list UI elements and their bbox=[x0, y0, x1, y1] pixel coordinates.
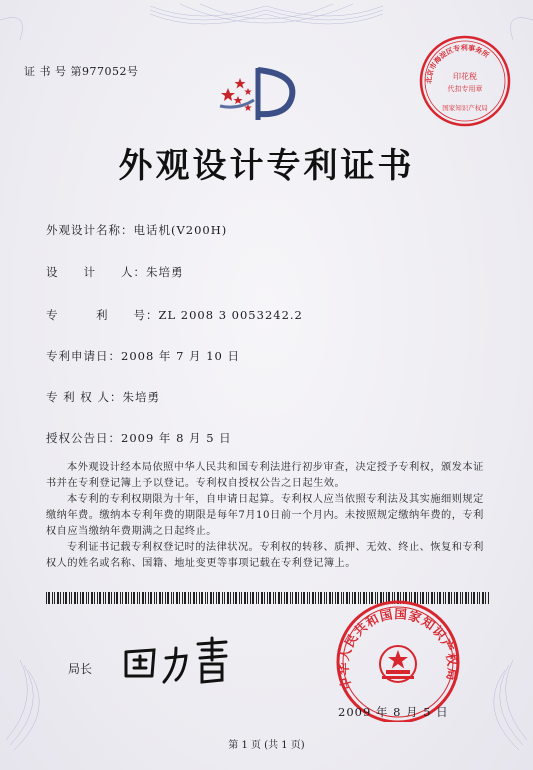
barcode-bar bbox=[139, 592, 140, 604]
barcode-bar bbox=[213, 592, 214, 604]
barcode-bar bbox=[86, 592, 87, 604]
barcode-bar bbox=[284, 592, 285, 604]
barcode-bar bbox=[63, 592, 64, 604]
barcode-bar bbox=[137, 592, 138, 604]
barcode-bar bbox=[295, 592, 297, 604]
barcode-bar bbox=[91, 592, 93, 604]
barcode-bar bbox=[167, 592, 169, 604]
barcode-bar bbox=[148, 592, 149, 604]
director-signature-icon bbox=[118, 630, 238, 690]
barcode-bar bbox=[52, 592, 53, 604]
barcode-bar bbox=[286, 592, 288, 604]
barcode-bar bbox=[307, 592, 308, 604]
barcode-bar bbox=[290, 592, 291, 604]
barcode-bar bbox=[57, 592, 59, 604]
barcode-bar bbox=[218, 592, 220, 604]
barcode-bar bbox=[82, 592, 84, 604]
barcode-bar bbox=[97, 592, 98, 604]
barcode-bar bbox=[133, 592, 135, 604]
barcode-bar bbox=[105, 592, 106, 604]
svg-text:印花税: 印花税 bbox=[453, 72, 477, 81]
barcode-bar bbox=[125, 592, 127, 604]
barcode-bar bbox=[80, 592, 81, 604]
barcode-bar bbox=[142, 592, 144, 604]
svg-text:国家知识产权局: 国家知识产权局 bbox=[442, 104, 488, 112]
barcode-bar bbox=[69, 592, 70, 604]
barcode-bar bbox=[312, 592, 314, 604]
barcode-bar bbox=[150, 592, 152, 604]
barcode-bar bbox=[196, 592, 197, 604]
barcode-bar bbox=[176, 592, 178, 604]
barcode-bar bbox=[111, 592, 112, 604]
barcode-bar bbox=[74, 592, 76, 604]
designer-field: 设 计 人：朱培勇 bbox=[46, 265, 184, 279]
barcode-bar bbox=[264, 592, 265, 604]
barcode-bar bbox=[261, 592, 263, 604]
grant-date-field: 授权公告日：2009 年 8 月 5 日 bbox=[46, 431, 232, 445]
barcode-bar bbox=[128, 592, 129, 604]
barcode-bar bbox=[190, 592, 191, 604]
barcode-bar bbox=[275, 592, 276, 604]
barcode-bar bbox=[116, 592, 118, 604]
barcode-bar bbox=[114, 592, 115, 604]
page-number: 第 1 页 (共 1 页) bbox=[228, 740, 305, 751]
certificate-number: 证 书 号 第977052号 bbox=[24, 65, 139, 78]
barcode-bar bbox=[244, 592, 246, 604]
barcode-bar bbox=[154, 592, 155, 604]
barcode-bar bbox=[247, 592, 248, 604]
barcode-bar bbox=[94, 592, 95, 604]
application-date-field: 专利申请日：2008 年 7 月 10 日 bbox=[46, 349, 240, 363]
barcode-bar bbox=[201, 592, 203, 604]
barcode-bar bbox=[239, 592, 240, 604]
svg-text:北京市海淀区专利事务所: 北京市海淀区专利事务所 bbox=[424, 43, 491, 85]
certificate-title: 外观设计专利证书 bbox=[118, 146, 415, 186]
barcode-bar bbox=[165, 592, 166, 604]
barcode-bar bbox=[269, 592, 271, 604]
director-label: 局长 bbox=[68, 662, 93, 676]
barcode-bar bbox=[173, 592, 174, 604]
barcode-bar bbox=[145, 592, 146, 604]
svg-text:代扣专用章: 代扣专用章 bbox=[447, 85, 483, 93]
barcode-bar bbox=[224, 592, 225, 604]
barcode-bar bbox=[292, 592, 293, 604]
barcode-bar bbox=[207, 592, 208, 604]
barcode-bar bbox=[182, 592, 183, 604]
barcode-bar bbox=[103, 592, 104, 604]
barcode-bar bbox=[258, 592, 259, 604]
barcode-bar bbox=[179, 592, 180, 604]
barcode-bar bbox=[77, 592, 78, 604]
barcode-bar bbox=[252, 592, 254, 604]
design-name-field: 外观设计名称：电话机(V200H) bbox=[46, 223, 228, 237]
barcode-bar bbox=[241, 592, 242, 604]
barcode-bar bbox=[278, 592, 280, 604]
barcode-bar bbox=[131, 592, 132, 604]
barcode-bar bbox=[54, 592, 55, 604]
barcode-bar bbox=[99, 592, 101, 604]
cnipa-official-seal-icon bbox=[318, 592, 478, 722]
barcode-bar bbox=[315, 592, 316, 604]
barcode-bar bbox=[273, 592, 274, 604]
barcode-bar bbox=[46, 592, 47, 604]
barcode-bar bbox=[60, 592, 61, 604]
cnipa-logo-icon bbox=[214, 60, 304, 130]
barcode-bar bbox=[479, 592, 480, 604]
barcode-bar bbox=[227, 592, 229, 604]
barcode-bar bbox=[88, 592, 89, 604]
barcode-bar bbox=[48, 592, 50, 604]
barcode-bar bbox=[210, 592, 212, 604]
barcode-bar bbox=[298, 592, 299, 604]
barcode-bar bbox=[235, 592, 237, 604]
stamp-duty-seal-icon bbox=[416, 32, 514, 130]
barcode-bar bbox=[71, 592, 72, 604]
barcode-bar bbox=[256, 592, 257, 604]
barcode-bar bbox=[482, 592, 484, 604]
barcode-bar bbox=[301, 592, 302, 604]
barcode-bar bbox=[108, 592, 110, 604]
barcode-bar bbox=[250, 592, 251, 604]
barcode-bar bbox=[159, 592, 161, 604]
barcode-bar bbox=[188, 592, 189, 604]
patent-number-field: 专 利 号：ZL 2008 3 0053242.2 bbox=[46, 308, 303, 322]
barcode-bar bbox=[65, 592, 67, 604]
barcode-bar bbox=[222, 592, 223, 604]
barcode-bar bbox=[122, 592, 123, 604]
barcode-bar bbox=[199, 592, 200, 604]
barcode-bar bbox=[156, 592, 157, 604]
barcode-bar bbox=[216, 592, 217, 604]
body-paragraph-2: 本专利的专利权期限为十年，自申请日起算。专利权人应当依照专利法及其实施细则规定缴纳年费。缴纳本专利年费的期限是每年7月10日前一个月内。未按照规定缴纳年费的，专利权自应当缴纳年费期满之日起终止。 bbox=[46, 494, 484, 537]
barcode-bar bbox=[205, 592, 206, 604]
barcode-bar bbox=[267, 592, 268, 604]
barcode-bar bbox=[485, 592, 486, 604]
svg-text:中华人民共和国国家知识产权局: 中华人民共和国国家知识产权局 bbox=[335, 606, 461, 692]
barcode-bar bbox=[120, 592, 121, 604]
body-paragraph-3: 专利证书记载专利权登记时的法律状况。专利权的转移、质押、无效、终止、恢复和专利权人的姓名或名称、国籍、地址变更等事项记载在专利登记簿上。 bbox=[46, 542, 484, 569]
barcode-bar bbox=[309, 592, 310, 604]
barcode-bar bbox=[488, 592, 489, 604]
body-paragraph-1: 本外观设计经本局依照中华人民共和国专利法进行初步审查，决定授予专利权，颁发本证书并在专利登记簿上予以登记。专利权自授权公告之日起生效。 bbox=[46, 462, 484, 489]
barcode-bar bbox=[230, 592, 231, 604]
barcode-bar bbox=[162, 592, 163, 604]
seal-grant-date: 2009 年 8 月 5 日 bbox=[338, 705, 449, 719]
barcode-bar bbox=[303, 592, 305, 604]
barcode-bar bbox=[193, 592, 195, 604]
barcode-bar bbox=[281, 592, 282, 604]
barcode-bar bbox=[184, 592, 186, 604]
patentee-field: 专 利 权 人：朱培勇 bbox=[46, 390, 160, 404]
barcode-bar bbox=[233, 592, 234, 604]
barcode-bar bbox=[171, 592, 172, 604]
